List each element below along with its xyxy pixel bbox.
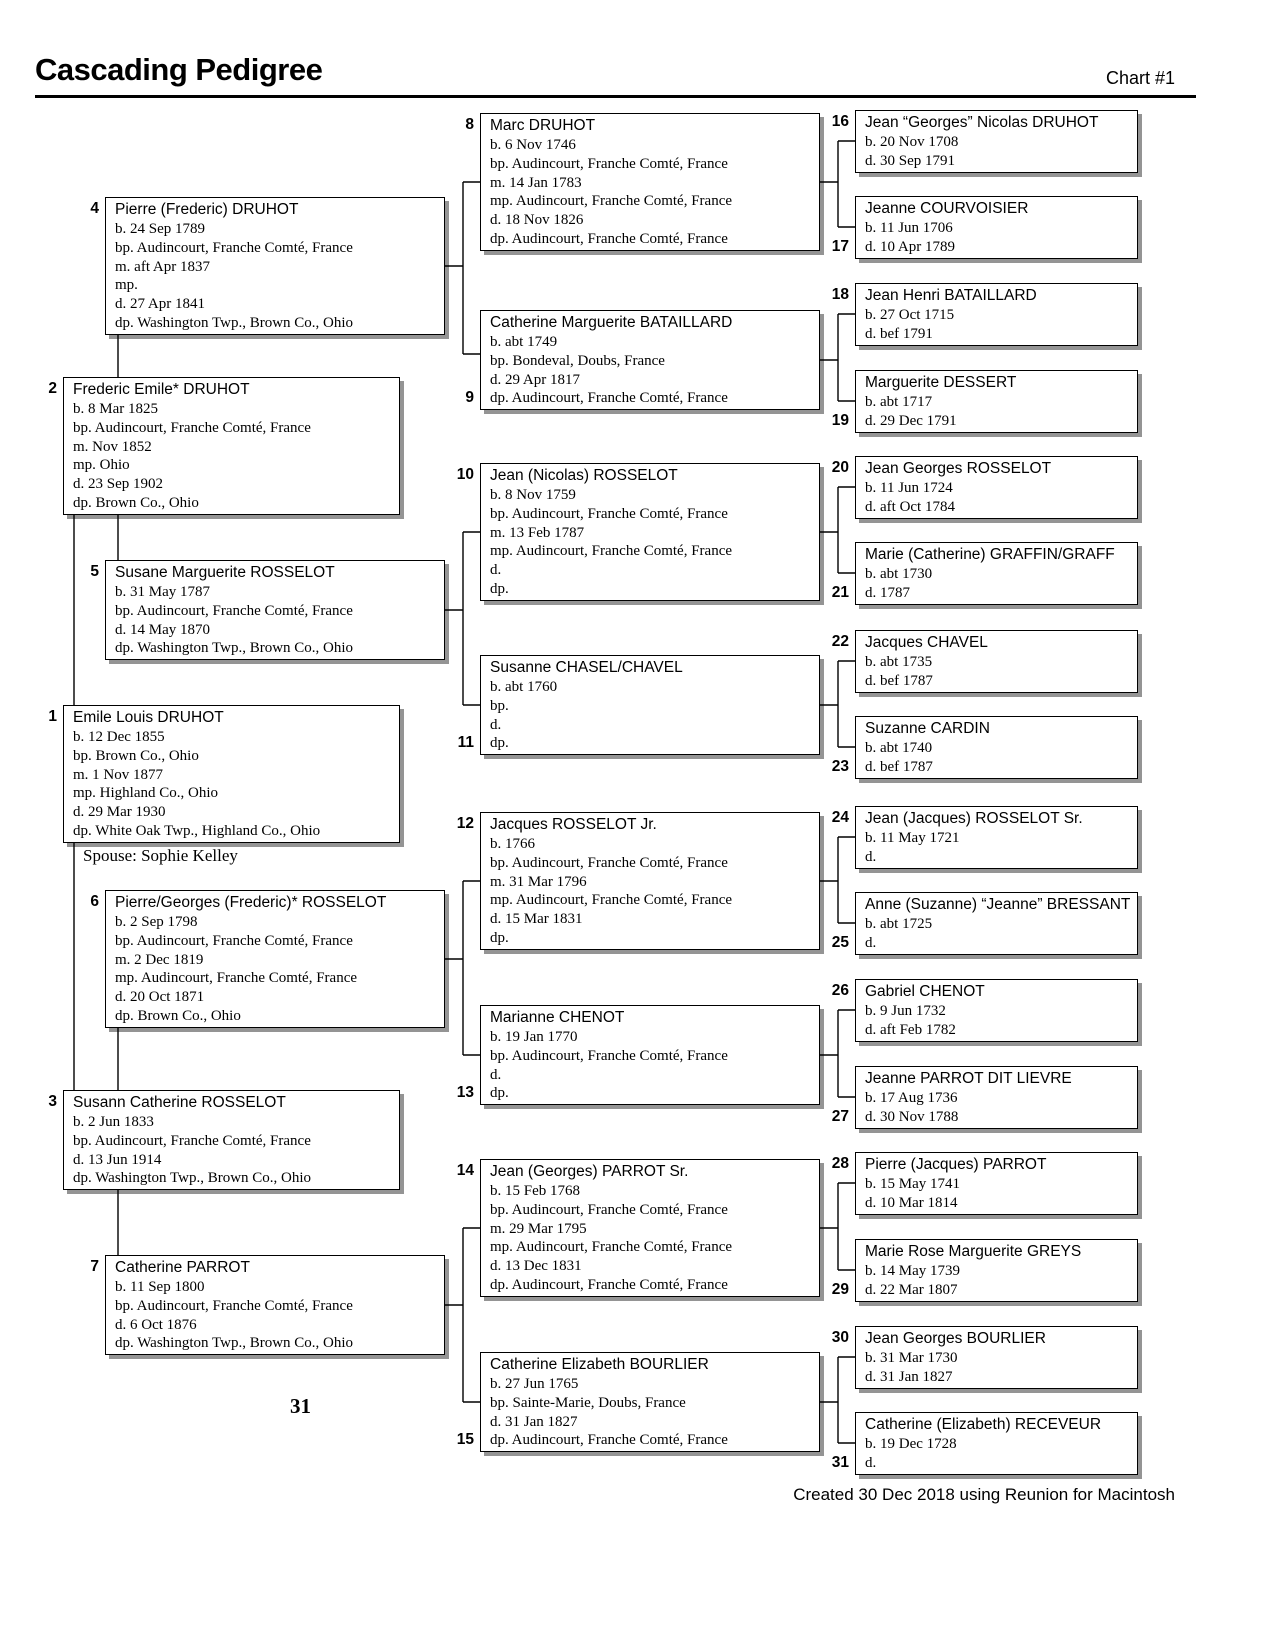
person-box-20 xyxy=(855,456,1138,519)
person-detail-line: b. 19 Jan 1770 xyxy=(490,1029,578,1045)
person-detail-line: b. 2 Jun 1833 xyxy=(73,1114,154,1130)
person-detail-line: m. Nov 1852 xyxy=(73,438,152,455)
spouse-note: Spouse: Sophie Kelley xyxy=(83,846,238,865)
footer-credit: Created 30 Dec 2018 using Reunion for Macintosh xyxy=(793,1485,1175,1504)
person-number: 22 xyxy=(831,633,849,650)
person-detail-line: bp. Sainte-Marie, Doubs, France xyxy=(490,1394,686,1411)
person-detail-line: dp. Brown Co., Ohio xyxy=(115,1007,241,1024)
person-detail-line: dp. xyxy=(490,735,509,752)
person-detail-line: b. 14 May 1739 xyxy=(865,1263,960,1279)
person-name: Suzanne CARDIN xyxy=(865,720,990,737)
person-detail-line: bp. Audincourt, Franche Comté, France xyxy=(490,155,728,172)
person-name: Jacques CHAVEL xyxy=(865,634,988,651)
person-detail-line: bp. Audincourt, Franche Comté, France xyxy=(490,854,728,871)
person-detail-line: bp. xyxy=(490,697,509,714)
person-box-5 xyxy=(105,560,445,660)
person-name: Catherine PARROT xyxy=(115,1259,250,1276)
person-number: 7 xyxy=(90,1258,99,1275)
person-detail-line: b. 1766 xyxy=(490,836,535,852)
person-box-18 xyxy=(855,283,1138,346)
person-detail-line: bp. Audincourt, Franche Comté, France xyxy=(115,1297,353,1314)
person-detail-line: d. xyxy=(865,934,877,951)
person-number: 18 xyxy=(831,286,849,303)
person-number: 20 xyxy=(831,459,849,476)
person-detail-line: bp. Audincourt, Franche Comté, France xyxy=(73,419,311,436)
person-detail-line: d. aft Oct 1784 xyxy=(865,498,955,515)
person-number: 15 xyxy=(456,1431,474,1448)
person-detail-line: b. abt 1740 xyxy=(865,740,933,756)
person-detail-line: d. 29 Apr 1817 xyxy=(490,371,580,388)
person-number: 9 xyxy=(465,389,474,406)
person-box-17 xyxy=(855,196,1138,259)
person-detail-line: dp. Audincourt, Franche Comté, France xyxy=(490,230,728,247)
person-detail-line: m. 14 Jan 1783 xyxy=(490,174,582,191)
person-number: 30 xyxy=(831,1329,849,1346)
person-box-28 xyxy=(855,1152,1138,1215)
person-name: Marie (Catherine) GRAFFIN/GRAFF xyxy=(865,546,1115,563)
person-detail-line: b. 17 Aug 1736 xyxy=(865,1090,958,1106)
person-name: Emile Louis DRUHOT xyxy=(73,709,224,726)
person-name: Jean (Jacques) ROSSELOT Sr. xyxy=(865,810,1083,827)
person-detail-line: b. 19 Dec 1728 xyxy=(865,1436,957,1452)
person-detail-line: dp. Washington Twp., Brown Co., Ohio xyxy=(115,314,354,331)
person-detail-line: d. xyxy=(865,848,877,865)
person-detail-line: b. abt 1735 xyxy=(865,654,933,670)
person-name: Pierre (Jacques) PARROT xyxy=(865,1156,1047,1173)
person-name: Marie Rose Marguerite GREYS xyxy=(865,1243,1082,1260)
person-name: Jean (Georges) PARROT Sr. xyxy=(490,1163,689,1180)
person-detail-line: b. abt 1725 xyxy=(865,916,933,932)
person-detail-line: dp. xyxy=(490,580,509,597)
person-detail-line: b. 27 Jun 1765 xyxy=(490,1376,579,1392)
person-detail-line: b. 11 Sep 1800 xyxy=(115,1279,205,1295)
person-detail-line: bp. Bondeval, Doubs, France xyxy=(490,352,665,369)
person-box-13 xyxy=(480,1005,820,1105)
person-detail-line: b. 8 Nov 1759 xyxy=(490,487,576,503)
person-detail-line: bp. Audincourt, Franche Comté, France xyxy=(115,239,353,256)
person-number: 31 xyxy=(831,1454,849,1471)
person-name: Marianne CHENOT xyxy=(490,1009,625,1026)
person-detail-line: mp. Audincourt, Franche Comté, France xyxy=(490,1239,733,1256)
person-box-14 xyxy=(480,1159,820,1297)
person-detail-line: d. 29 Dec 1791 xyxy=(865,412,957,429)
person-detail-line: mp. Highland Co., Ohio xyxy=(73,785,218,802)
person-detail-line: b. 20 Nov 1708 xyxy=(865,134,959,150)
person-number: 23 xyxy=(831,758,849,775)
person-detail-line: b. 6 Nov 1746 xyxy=(490,137,576,153)
person-box-7 xyxy=(105,1255,445,1355)
person-detail-line: dp. Audincourt, Franche Comté, France xyxy=(490,1432,728,1449)
person-detail-line: b. 11 May 1721 xyxy=(865,830,960,846)
person-box-16 xyxy=(855,110,1138,173)
person-number: 5 xyxy=(90,563,99,580)
person-detail-line: m. 1 Nov 1877 xyxy=(73,766,163,783)
person-name: Anne (Suzanne) “Jeanne” BRESSANT xyxy=(865,896,1131,913)
person-number: 21 xyxy=(831,584,849,601)
person-detail-line: d. 13 Dec 1831 xyxy=(490,1258,582,1275)
person-detail-line: d. bef 1791 xyxy=(865,325,933,342)
person-name: Marc DRUHOT xyxy=(490,117,596,134)
person-name: Susanne CHASEL/CHAVEL xyxy=(490,659,683,676)
person-detail-line: dp. Audincourt, Franche Comté, France xyxy=(490,390,728,407)
person-detail-line: d. xyxy=(490,562,502,579)
person-detail-line: mp. Audincourt, Franche Comté, France xyxy=(490,892,733,909)
person-number: 11 xyxy=(457,734,474,751)
person-number: 3 xyxy=(48,1093,57,1110)
person-box-31 xyxy=(855,1412,1138,1475)
person-name: Susane Marguerite ROSSELOT xyxy=(115,564,335,581)
person-name: Jean Georges ROSSELOT xyxy=(865,460,1052,477)
person-box-26 xyxy=(855,979,1138,1042)
person-detail-line: dp. Washington Twp., Brown Co., Ohio xyxy=(73,1170,312,1187)
person-box-11 xyxy=(480,655,820,755)
person-detail-line: d. 10 Mar 1814 xyxy=(865,1194,958,1211)
person-detail-line: b. 11 Jun 1706 xyxy=(865,220,953,236)
person-number: 4 xyxy=(90,200,99,217)
person-number: 26 xyxy=(831,982,849,999)
person-detail-line: mp. Audincourt, Franche Comté, France xyxy=(115,970,358,987)
person-detail-line: bp. Audincourt, Franche Comté, France xyxy=(490,1047,728,1064)
person-detail-line: dp. Washington Twp., Brown Co., Ohio xyxy=(115,1335,354,1352)
person-detail-line: d. 23 Sep 1902 xyxy=(73,476,163,493)
person-detail-line: b. 8 Mar 1825 xyxy=(73,401,158,417)
person-number: 25 xyxy=(831,934,849,951)
person-detail-line: d. 6 Oct 1876 xyxy=(115,1316,197,1333)
person-number: 16 xyxy=(831,113,849,130)
person-detail-line: dp. White Oak Twp., Highland Co., Ohio xyxy=(73,822,321,839)
person-number: 29 xyxy=(831,1281,849,1298)
person-name: Jeanne PARROT DIT LIEVRE xyxy=(865,1070,1072,1087)
person-detail-line: mp. xyxy=(115,277,138,294)
person-name: Marguerite DESSERT xyxy=(865,374,1017,391)
person-detail-line: d. 27 Apr 1841 xyxy=(115,296,205,313)
person-box-24 xyxy=(855,806,1138,869)
page-number: 31 xyxy=(290,1394,311,1418)
person-detail-line: m. 31 Mar 1796 xyxy=(490,873,587,890)
person-detail-line: d. xyxy=(490,716,502,733)
person-number: 6 xyxy=(90,893,99,910)
person-detail-line: d. bef 1787 xyxy=(865,758,933,775)
person-box-19 xyxy=(855,370,1138,433)
chart-number-label: Chart #1 xyxy=(1105,68,1175,88)
person-detail-line: b. 11 Jun 1724 xyxy=(865,480,953,496)
person-detail-line: d. 20 Oct 1871 xyxy=(115,989,205,1006)
page-title: Cascading Pedigree xyxy=(35,52,323,87)
person-detail-line: b. 12 Dec 1855 xyxy=(73,729,165,745)
person-number: 12 xyxy=(456,815,474,832)
person-detail-line: bp. Audincourt, Franche Comté, France xyxy=(115,932,353,949)
person-detail-line: b. 9 Jun 1732 xyxy=(865,1003,946,1019)
person-detail-line: d. 1787 xyxy=(865,584,910,601)
person-detail-line: d. 31 Jan 1827 xyxy=(490,1413,578,1430)
person-name: Jean (Nicolas) ROSSELOT xyxy=(490,467,678,484)
person-name: Susann Catherine ROSSELOT xyxy=(73,1094,286,1111)
person-detail-line: bp. Audincourt, Franche Comté, France xyxy=(115,602,353,619)
person-detail-line: bp. Audincourt, Franche Comté, France xyxy=(490,505,728,522)
person-box-9 xyxy=(480,310,820,410)
person-detail-line: b. abt 1749 xyxy=(490,334,558,350)
person-detail-line: m. 13 Feb 1787 xyxy=(490,524,585,541)
person-detail-line: bp. Brown Co., Ohio xyxy=(73,747,199,764)
person-detail-line: d. aft Feb 1782 xyxy=(865,1021,956,1038)
person-detail-line: bp. Audincourt, Franche Comté, France xyxy=(73,1132,311,1149)
person-number: 14 xyxy=(456,1162,474,1179)
person-number: 13 xyxy=(456,1084,474,1101)
person-box-10 xyxy=(480,463,820,601)
person-detail-line: m. 2 Dec 1819 xyxy=(115,951,204,968)
person-box-3 xyxy=(63,1090,400,1190)
person-detail-line: d. 18 Nov 1826 xyxy=(490,212,584,229)
person-name: Catherine (Elizabeth) RECEVEUR xyxy=(865,1416,1102,1433)
person-detail-line: dp. Brown Co., Ohio xyxy=(73,494,199,511)
person-detail-line: b. 27 Oct 1715 xyxy=(865,307,955,323)
person-detail-line: d. 10 Apr 1789 xyxy=(865,238,955,255)
person-detail-line: bp. Audincourt, Franche Comté, France xyxy=(490,1201,728,1218)
person-detail-line: b. 2 Sep 1798 xyxy=(115,914,198,930)
person-number: 28 xyxy=(831,1155,849,1172)
person-number: 19 xyxy=(831,412,849,429)
person-name: Frederic Emile* DRUHOT xyxy=(73,381,250,398)
person-detail-line: mp. Ohio xyxy=(73,457,130,474)
person-detail-line: d. 31 Jan 1827 xyxy=(865,1368,953,1385)
person-name: Catherine Elizabeth BOURLIER xyxy=(490,1356,709,1373)
person-detail-line: b. abt 1760 xyxy=(490,679,558,695)
person-detail-line: dp. xyxy=(490,929,509,946)
person-name: Gabriel CHENOT xyxy=(865,983,985,1000)
person-number: 24 xyxy=(831,809,849,826)
person-detail-line: d. xyxy=(865,1454,877,1471)
person-box-21 xyxy=(855,542,1138,605)
person-box-6 xyxy=(105,890,445,1028)
person-number: 1 xyxy=(48,708,57,725)
person-box-29 xyxy=(855,1239,1138,1302)
person-detail-line: d. 30 Sep 1791 xyxy=(865,152,955,169)
person-detail-line: m. aft Apr 1837 xyxy=(115,258,210,275)
person-name: Pierre (Frederic) DRUHOT xyxy=(115,201,299,218)
person-name: Jean “Georges” Nicolas DRUHOT xyxy=(865,114,1099,131)
person-box-2 xyxy=(63,377,400,515)
person-number: 2 xyxy=(48,380,57,397)
person-detail-line: dp. xyxy=(490,1085,509,1102)
person-box-4 xyxy=(105,197,445,335)
person-detail-line: d. 15 Mar 1831 xyxy=(490,911,583,928)
person-detail-line: m. 29 Mar 1795 xyxy=(490,1220,587,1237)
person-box-15 xyxy=(480,1352,820,1452)
person-name: Jacques ROSSELOT Jr. xyxy=(490,816,657,833)
person-box-22 xyxy=(855,630,1138,693)
person-detail-line: dp. Audincourt, Franche Comté, France xyxy=(490,1276,728,1293)
person-box-1 xyxy=(63,705,400,843)
person-detail-line: dp. Washington Twp., Brown Co., Ohio xyxy=(115,640,354,657)
person-name: Jeanne COURVOISIER xyxy=(865,200,1029,217)
person-detail-line: b. 15 May 1741 xyxy=(865,1176,960,1192)
person-detail-line: d. xyxy=(490,1066,502,1083)
person-name: Catherine Marguerite BATAILLARD xyxy=(490,314,733,331)
person-name: Jean Henri BATAILLARD xyxy=(865,287,1037,304)
person-detail-line: d. 22 Mar 1807 xyxy=(865,1281,958,1298)
person-name: Pierre/Georges (Frederic)* ROSSELOT xyxy=(115,894,387,911)
person-number: 17 xyxy=(831,238,849,255)
person-box-8 xyxy=(480,113,820,251)
person-number: 8 xyxy=(465,116,474,133)
person-detail-line: b. 24 Sep 1789 xyxy=(115,221,205,237)
person-detail-line: d. 29 Mar 1930 xyxy=(73,804,166,821)
person-detail-line: d. 30 Nov 1788 xyxy=(865,1108,959,1125)
person-box-25 xyxy=(855,892,1138,955)
person-detail-line: b. 31 Mar 1730 xyxy=(865,1350,958,1366)
person-box-27 xyxy=(855,1066,1138,1129)
person-detail-line: b. 31 May 1787 xyxy=(115,584,210,600)
person-name: Jean Georges BOURLIER xyxy=(865,1330,1046,1347)
person-detail-line: d. 13 Jun 1914 xyxy=(73,1151,162,1168)
person-detail-line: d. 14 May 1870 xyxy=(115,621,210,638)
person-detail-line: b. abt 1717 xyxy=(865,394,933,410)
person-detail-line: b. abt 1730 xyxy=(865,566,933,582)
person-box-12 xyxy=(480,812,820,950)
person-box-23 xyxy=(855,716,1138,779)
person-detail-line: b. 15 Feb 1768 xyxy=(490,1183,580,1199)
person-number: 27 xyxy=(831,1108,849,1125)
person-number: 10 xyxy=(456,466,474,483)
person-detail-line: mp. Audincourt, Franche Comté, France xyxy=(490,543,733,560)
person-box-30 xyxy=(855,1326,1138,1389)
person-detail-line: mp. Audincourt, Franche Comté, France xyxy=(490,193,733,210)
person-detail-line: d. bef 1787 xyxy=(865,672,933,689)
